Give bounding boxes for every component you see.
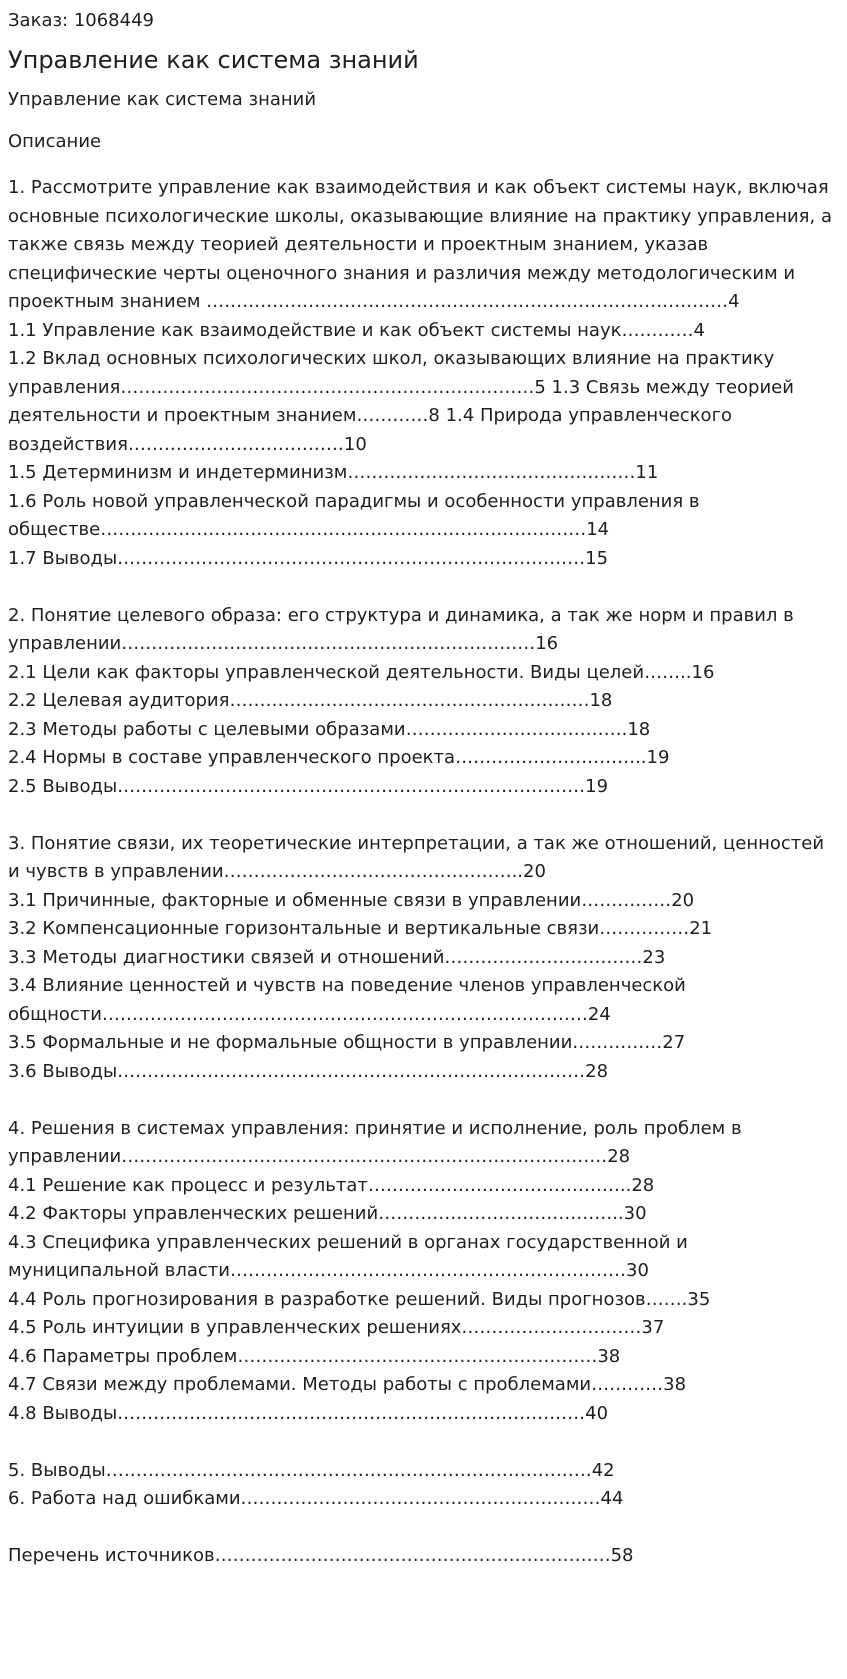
toc-entry: 3.1 Причинные, факторные и обменные связи в управлении……………20: [8, 889, 695, 911]
toc-entry: 3.5 Формальные и не формальные общности в управлении……………27: [8, 1032, 686, 1053]
toc-entry: 4. Решения в системах управления: принятие и исполнение, роль проблем в управлении………………………………………………………………………28: [8, 1117, 748, 1167]
toc-entry: 2. Понятие целевого образа: его структура и динамика, а так же норм и правил в управлении……………………………………………………………16: [8, 604, 800, 654]
toc-entry: 2.5 Выводы……………………………………………………………………19: [8, 775, 609, 797]
order-number: Заказ: 1068449: [8, 10, 154, 31]
toc-entry: 3. Понятие связи, их теоретические интерпретации, а так же отношений, ценностей и чувств в управлении…………………………………………..20: [8, 832, 830, 882]
toc-entry: 1.6 Роль новой управленческой парадигмы и особенности управления в обществе………………………………………………………………………14: [8, 490, 706, 540]
toc-entry: 1.2 Вклад основных психологических школ, оказывающих влияние на практику управления……………………………………………………………5 1.3 Связь между теорией деятельности и проектным знанием…………8 1.4 Природа управленческого воздействия………………………………10: [8, 348, 800, 455]
toc-entry: 4.1 Решение как процесс и результат……………………………………..28: [8, 1174, 655, 1196]
toc-entry: 4.6 Параметры проблем……………………………………………………38: [8, 1345, 621, 1367]
toc-spacer: [8, 573, 838, 602]
toc-entry: 4.4 Роль прогнозирования в разработке решений. Виды прогнозов…….35: [8, 1288, 711, 1310]
toc-entry: 1.7 Выводы……………………………………………………………………15: [8, 547, 609, 569]
page-subtitle: Управление как система знаний: [8, 89, 317, 110]
toc-entry: 5. Выводы………………………………………………………………………42: [8, 1459, 615, 1481]
toc-entry: 4.2 Факторы управленческих решений…………………………………..30: [8, 1203, 647, 1224]
toc-entry: 3.2 Компенсационные горизонтальные и вертикальные связи……………21: [8, 918, 713, 939]
toc-spacer: [8, 801, 838, 830]
toc-entry: 2.2 Целевая аудитория……………………………………………………18: [8, 690, 613, 711]
toc-entry: 4.7 Связи между проблемами. Методы работы с проблемами…………38: [8, 1374, 687, 1395]
toc-entry: 3.6 Выводы……………………………………………………………………28: [8, 1060, 609, 1082]
toc-entry: Перечень источников…………………………………………………………58: [8, 1545, 634, 1566]
toc-entry: 2.4 Нормы в составе управленческого проекта…………………………..19: [8, 747, 670, 768]
toc-entry: 4.3 Специфика управленческих решений в органах государственной и муниципальной власти…………………………………………………………30: [8, 1231, 694, 1281]
toc-entry: 4.5 Роль интуиции в управленческих решениях…………………………37: [8, 1317, 665, 1338]
description-label: Описание: [8, 131, 102, 152]
toc-spacer: [8, 1428, 838, 1457]
toc-entry: 4.8 Выводы……………………………………………………………………40: [8, 1402, 609, 1424]
toc-entry: 1. Рассмотрите управление как взаимодействия и как объект системы наук, включая основные психологические школы, оказывающие влияние на практику управления, а также связь между теорией деятельности и проектным знанием, указав специфические черты оценочного знания и различия между методологическим и проектным знанием ……………………………………………………………………………4: [8, 177, 838, 312]
toc-entry: 3.3 Методы диагностики связей и отношений……………………………23: [8, 946, 666, 968]
toc-entry: 6. Работа над ошибками……………………………………………………44: [8, 1488, 624, 1509]
toc-spacer: [8, 1514, 838, 1543]
toc-entry: 2.3 Методы работы с целевыми образами……………………………….18: [8, 718, 651, 740]
toc-spacer: [8, 1086, 838, 1115]
toc-entry: 2.1 Цели как факторы управленческой деятельности. Виды целей……..16: [8, 661, 715, 683]
table-of-contents: [8, 174, 838, 1571]
toc-entry: 1.1 Управление как взаимодействие и как объект системы наук…………4: [8, 319, 705, 341]
toc-entry: 3.4 Влияние ценностей и чувств на поведение членов управленческой общности………………………………………………………………………24: [8, 975, 692, 1025]
toc-entry: 1.5 Детерминизм и индетерминизм…………………………………………11: [8, 462, 659, 483]
page-title: Управление как система знаний: [8, 46, 419, 74]
